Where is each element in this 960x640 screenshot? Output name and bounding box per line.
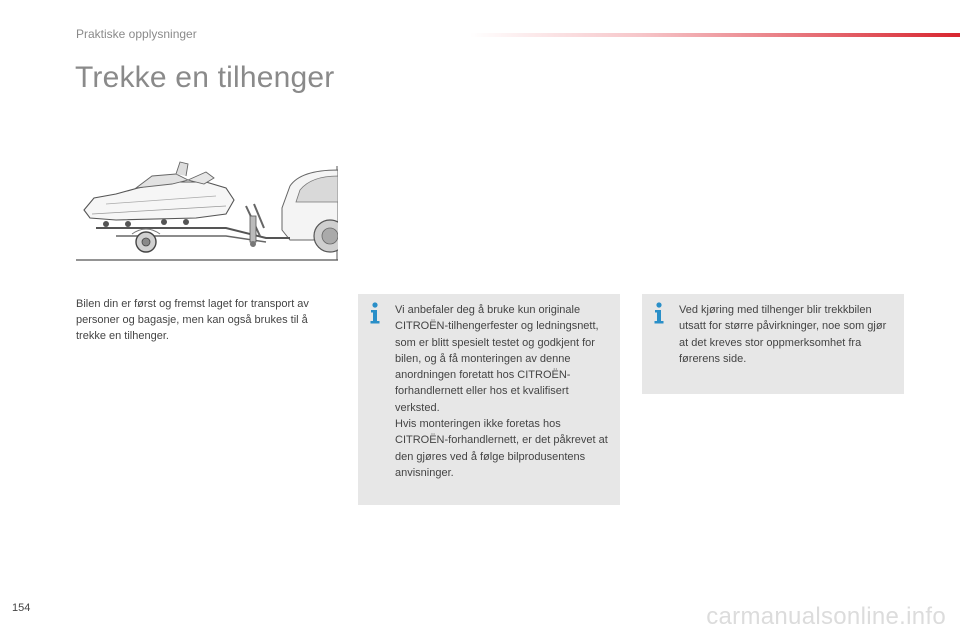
- info-icon: [368, 302, 382, 324]
- info-box-recommendation: [358, 294, 620, 505]
- towing-illustration: [76, 158, 338, 262]
- info-text: [679, 302, 897, 367]
- intro-paragraph: Bilen din er først og fremst laget for transport av personer og bagasje, men kan også brukes til å trekke en tilhenger.: [76, 298, 309, 342]
- page-title: Trekke en tilhenger: [75, 61, 335, 94]
- page-number: 154: [12, 602, 31, 614]
- info-text: [395, 302, 613, 481]
- section-header: Praktiske opplysninger: [76, 27, 197, 41]
- watermark: carmanualsonline.info: [706, 603, 946, 630]
- info-paragraph: Hvis monteringen ikke foretas hos CITROËN-forhandlernett, er det påkrevet at den gjøres ved å følge bilprodusentens anvisninger.: [395, 418, 608, 479]
- header-accent-rule: [470, 33, 960, 37]
- jet-ski-trailer-car-drawing: [76, 158, 338, 262]
- info-paragraph: Ved kjøring med tilhenger blir trekkbilen utsatt for større påvirkninger, noe som gjør at det kreves stor oppmerksomhet fra førerens side.: [679, 304, 887, 365]
- info-box-driving-attention: [642, 294, 904, 394]
- info-paragraph: Vi anbefaler deg å bruke kun originale CITROËN-tilhengerfester og ledningsnett, som er blitt spesielt testet og godkjent for bilen, og å få monteringen av denne anordningen foretatt hos CITROËN-forhandlernett eller hos et kvalifisert verksted.: [395, 304, 599, 414]
- info-icon: [652, 302, 666, 324]
